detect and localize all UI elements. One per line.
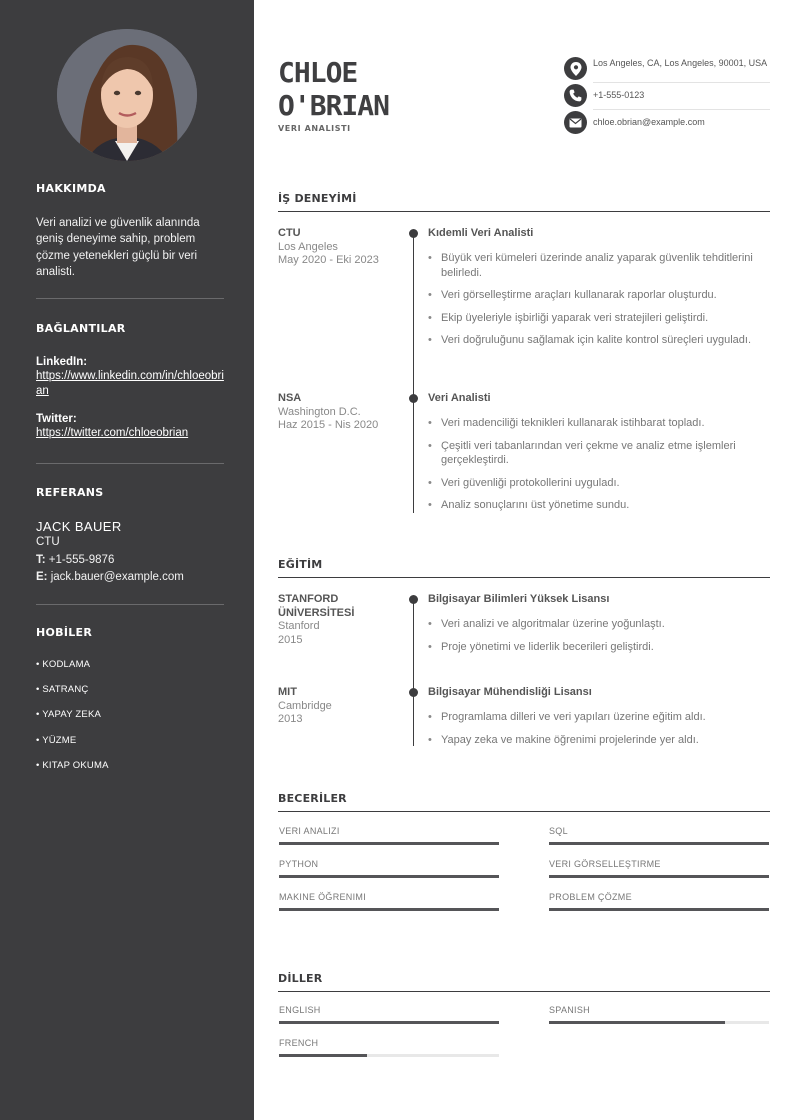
- skill-bar-track: [549, 908, 769, 911]
- reference-title: REFERANS: [36, 486, 104, 499]
- hobby-item: • KITAP OKUMA: [36, 760, 109, 771]
- about-section: [36, 182, 224, 280]
- language-item: [279, 1038, 499, 1050]
- first-name: CHLOE: [278, 56, 358, 89]
- timeline-dot: [409, 229, 418, 238]
- experience-entry-meta: [278, 227, 396, 268]
- reference-name: JACK BAUER: [36, 519, 122, 534]
- skill-name: PROBLEM ÇÖZME: [549, 892, 632, 902]
- links-section: [36, 322, 224, 441]
- phone-text: +1-555-0123: [593, 90, 645, 100]
- languages-title: DİLLER: [278, 972, 323, 985]
- twitter-link[interactable]: https://twitter.com/chloeobrian: [36, 427, 189, 439]
- section-rule: [278, 811, 770, 812]
- list-item: • Çeşitli veri tabanlarından veri çekme ve analiz etme işlemleri gerçekleştirdi.: [428, 439, 768, 468]
- reference-org: CTU: [36, 536, 60, 548]
- contact-divider: [593, 82, 770, 83]
- education-year: 2013: [278, 713, 303, 725]
- education-title: EĞİTİM: [278, 558, 323, 571]
- list-item: • Veri analizi ve algoritmalar üzerine yoğunlaştı.: [428, 617, 768, 632]
- list-item: • Veri görselleştirme araçları kullanarak raporlar oluşturdu.: [428, 288, 768, 303]
- section-rule: [278, 991, 770, 992]
- list-item: • Veri güvenliği protokollerini uyguladı.: [428, 476, 768, 491]
- linkedin-link[interactable]: https://www.linkedin.com/in/chloeobrian: [36, 370, 224, 397]
- skill-bar-fill: [549, 908, 769, 911]
- experience-dates: Haz 2015 - Nis 2020: [278, 419, 379, 431]
- reference-phone-line: [36, 552, 224, 568]
- experience-org: CTU: [278, 227, 301, 239]
- skill-name: MAKINE ÖĞRENIMI: [279, 892, 367, 902]
- skill-name: VERI GÖRSELLEŞTIRME: [549, 859, 661, 869]
- list-item: • Analiz sonuçlarını üst yönetime sundu.: [428, 498, 768, 513]
- skill-bar-fill: [279, 908, 499, 911]
- sidebar-divider: [36, 604, 224, 605]
- experience-location: Los Angeles: [278, 240, 338, 253]
- list-item: • Veri doğruluğunu sağlamak için kalite kontrol süreçleri uyguladı.: [428, 333, 768, 348]
- skill-name: PYTHON: [279, 859, 319, 869]
- language-bar-track: [279, 1021, 499, 1024]
- education-location: Cambridge: [278, 699, 332, 712]
- twitter-block: [36, 413, 224, 441]
- links-title: BAĞLANTILAR: [36, 322, 126, 335]
- reference-section: [36, 486, 224, 585]
- language-item: [279, 1005, 499, 1017]
- hobby-item: • KODLAMA: [36, 659, 91, 670]
- language-name: SPANISH: [549, 1005, 590, 1015]
- profile-photo: [57, 29, 197, 161]
- education-timeline: [413, 599, 414, 746]
- skill-item: [549, 892, 769, 904]
- contact-divider: [593, 109, 770, 110]
- experience-position: Veri Analisti: [428, 392, 491, 404]
- section-rule: [278, 577, 770, 578]
- experience-location: Washington D.C.: [278, 405, 361, 418]
- language-item: [549, 1005, 769, 1017]
- education-entry-meta: [278, 593, 378, 647]
- language-name: FRENCH: [279, 1038, 319, 1048]
- location-pin-icon: [564, 57, 587, 80]
- skill-name: SQL: [549, 826, 568, 836]
- experience-dates: May 2020 - Eki 2023: [278, 254, 379, 266]
- skill-bar-fill: [549, 842, 769, 845]
- skill-item: [279, 859, 499, 871]
- reference-phone: +1-555-9876: [48, 554, 115, 567]
- education-entry-meta: [278, 686, 396, 727]
- sidebar: [0, 0, 254, 1120]
- reference-email: jack.bauer@example.com: [50, 570, 184, 583]
- reference-email-label: E:: [36, 570, 48, 583]
- skill-item: [279, 826, 499, 838]
- profile-photo-illustration: [57, 29, 197, 161]
- language-name: ENGLISH: [279, 1005, 321, 1015]
- list-item: • Programlama dilleri ve veri yapıları üzerine eğitim aldı.: [428, 710, 768, 725]
- phone-icon: [564, 84, 587, 107]
- section-rule: [278, 211, 770, 212]
- education-year: 2015: [278, 633, 303, 646]
- about-text: Veri analizi ve güvenlik alanında geniş deneyime sahip, problem çözme yetenekleri güçlü bir veri analisti.: [36, 217, 200, 278]
- education-school: STANFORD ÜNİVERSİTESİ: [278, 593, 355, 619]
- education-school: MIT: [278, 686, 297, 698]
- skill-bar-fill: [279, 842, 499, 845]
- skill-item: [279, 892, 499, 904]
- sidebar-divider: [36, 463, 224, 464]
- candidate-name: [278, 56, 389, 122]
- about-title: HAKKIMDA: [36, 182, 106, 195]
- skill-bar-track: [549, 875, 769, 878]
- education-degree: Bilgisayar Mühendisliği Lisansı: [428, 686, 592, 698]
- envelope-icon: [564, 111, 587, 134]
- timeline-dot: [409, 688, 418, 697]
- experience-bullets: [428, 251, 768, 356]
- address-text: Los Angeles, CA, Los Angeles, 90001, USA: [593, 58, 768, 68]
- education-degree: Bilgisayar Bilimleri Yüksek Lisansı: [428, 593, 610, 605]
- skills-title: BECERİLER: [278, 792, 347, 805]
- experience-position: Kıdemli Veri Analisti: [428, 227, 534, 239]
- language-bar-track: [279, 1054, 499, 1057]
- timeline-dot: [409, 595, 418, 604]
- sidebar-divider: [36, 298, 224, 299]
- hobbies-title: HOBİLER: [36, 626, 93, 639]
- language-bar-fill: [279, 1021, 499, 1024]
- education-bullets: [428, 710, 768, 755]
- hobby-item: • YAPAY ZEKA: [36, 709, 102, 720]
- skill-bar-track: [549, 842, 769, 845]
- last-name: O'BRIAN: [278, 89, 390, 122]
- education-bullets: [428, 617, 768, 662]
- main-content: [254, 0, 794, 1120]
- list-item: • Büyük veri kümeleri üzerinde analiz yaparak güvenlik tehditlerini belirledi.: [428, 251, 768, 280]
- experience-org: NSA: [278, 392, 302, 404]
- hobbies-section: [36, 626, 224, 786]
- skill-item: [549, 859, 769, 871]
- reference-email-line: [36, 569, 224, 585]
- hobby-item: • SATRANÇ: [36, 684, 89, 695]
- experience-title: İŞ DENEYİMİ: [278, 192, 357, 205]
- skill-bar-track: [279, 875, 499, 878]
- skill-item: [549, 826, 769, 838]
- list-item: • Proje yönetimi ve liderlik becerileri geliştirdi.: [428, 640, 768, 655]
- language-bar-track: [549, 1021, 769, 1024]
- skill-name: VERI ANALIZI: [279, 826, 340, 836]
- experience-timeline: [413, 233, 414, 513]
- experience-entry-meta: [278, 392, 396, 433]
- list-item: • Veri madenciliği teknikleri kullanarak istihbarat topladı.: [428, 416, 768, 431]
- timeline-dot: [409, 394, 418, 403]
- hobby-item: • YÜZME: [36, 735, 77, 746]
- skill-bar-fill: [279, 875, 499, 878]
- experience-bullets: [428, 416, 768, 521]
- reference-phone-label: T:: [36, 554, 46, 567]
- education-location: Stanford: [278, 620, 320, 632]
- job-title: VERI ANALISTI: [278, 124, 351, 133]
- list-item: • Ekip üyeleriyle işbirliği yaparak veri stratejileri geliştirdi.: [428, 311, 768, 326]
- language-bar-fill: [549, 1021, 725, 1024]
- twitter-label: Twitter:: [36, 413, 77, 425]
- list-item: • Yapay zeka ve makine öğrenimi projelerinde yer aldı.: [428, 733, 768, 748]
- linkedin-label: LinkedIn:: [36, 356, 88, 368]
- language-bar-fill: [279, 1054, 367, 1057]
- skill-bar-track: [279, 842, 499, 845]
- skill-bar-fill: [549, 875, 769, 878]
- linkedin-block: [36, 356, 224, 399]
- email-text: chloe.obrian@example.com: [593, 117, 705, 127]
- skill-bar-track: [279, 908, 499, 911]
